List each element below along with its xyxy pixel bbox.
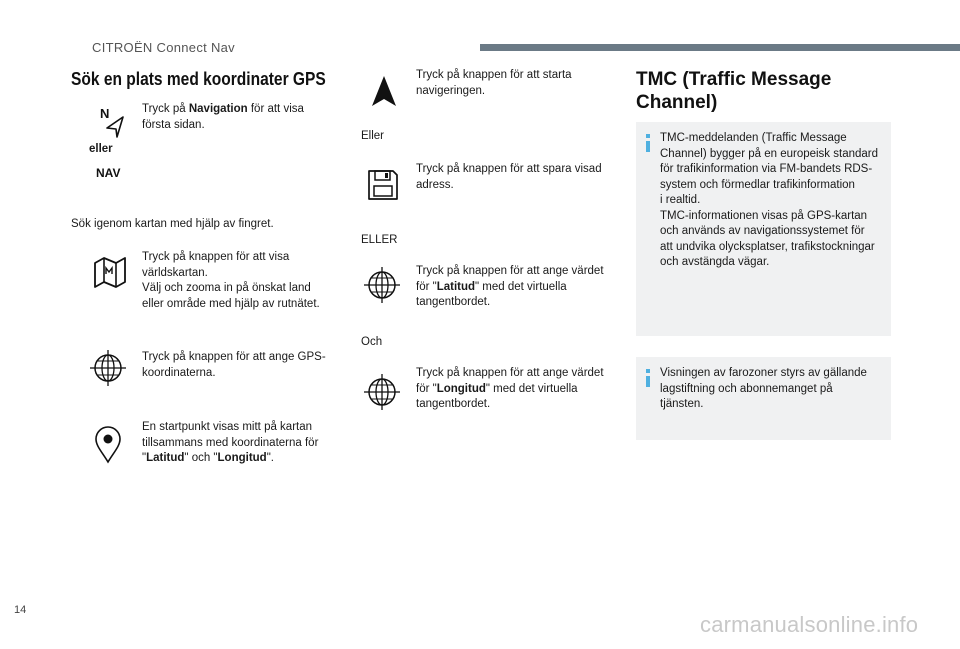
step-text: Tryck på knappen för att starta bbox=[416, 69, 572, 81]
start-navigation-icon bbox=[364, 72, 404, 112]
navigation-arrow-icon bbox=[104, 114, 126, 138]
info-icon-bar bbox=[646, 141, 650, 152]
step-text: En startpunkt visas mitt på kartan bbox=[142, 421, 313, 433]
step-navigation bbox=[142, 102, 342, 133]
step-gps-coordinates bbox=[142, 350, 352, 381]
step-start-navigation bbox=[416, 68, 626, 99]
or-label-upper: ELLER bbox=[361, 234, 398, 246]
section-heading-tmc bbox=[636, 68, 896, 114]
step-text: världskartan. bbox=[142, 266, 208, 279]
info-text-tmc bbox=[660, 131, 890, 271]
step-text: Välj och zooma in på önskat land bbox=[142, 282, 311, 294]
info-box-tmc bbox=[636, 122, 891, 336]
nav-north-glyph: N bbox=[100, 106, 110, 121]
info-line: och används av navigationssystemet för bbox=[660, 225, 865, 237]
step-text: Tryck på knappen för att ange värdet bbox=[416, 265, 604, 277]
info-line: att undvika olycksplatser, trafikstockningar bbox=[660, 240, 875, 253]
location-pin-icon bbox=[88, 424, 128, 464]
info-line: system och förmedlar trafikinformation bbox=[660, 178, 855, 191]
step-text: ". bbox=[266, 452, 274, 464]
info-line: lagstiftning och abonnemanget på bbox=[660, 382, 833, 395]
step-text: " och " bbox=[184, 452, 218, 464]
step-text: navigeringen. bbox=[416, 84, 486, 97]
info-icon bbox=[646, 134, 650, 138]
header-bar bbox=[480, 44, 960, 51]
nav-text-label: NAV bbox=[96, 166, 121, 180]
step-text: Tryck på bbox=[142, 103, 189, 115]
step-text: för att visa bbox=[247, 103, 304, 115]
info-icon-bar bbox=[646, 376, 650, 387]
save-address-icon bbox=[363, 165, 403, 205]
step-latitude bbox=[416, 264, 631, 311]
heading-line: Channel) bbox=[636, 92, 718, 113]
page-number: 14 bbox=[14, 604, 27, 616]
latitude-globe-icon bbox=[362, 265, 402, 305]
step-text: eller område med hjälp av rutnätet. bbox=[142, 297, 320, 310]
step-text: " med det virtuella bbox=[485, 382, 578, 395]
step-text: tangentbordet. bbox=[416, 398, 491, 410]
step-text: Tryck på knappen för att ange värdet bbox=[416, 367, 604, 379]
step-longitude bbox=[416, 366, 631, 413]
step-bold: Longitud bbox=[436, 382, 486, 395]
longitude-globe-icon bbox=[362, 372, 402, 412]
step-text: " bbox=[142, 452, 147, 464]
step-world-map bbox=[142, 250, 342, 312]
info-icon bbox=[646, 369, 650, 373]
search-map-text: Sök igenom kartan med hjälp av fingret. bbox=[71, 218, 274, 230]
or-label: eller bbox=[89, 143, 113, 155]
world-map-icon bbox=[90, 252, 130, 292]
step-text: tillsammans med koordinaterna för bbox=[142, 436, 319, 449]
info-line: i realtid. bbox=[660, 194, 701, 206]
step-text: Tryck på knappen för att ange GPS- bbox=[142, 351, 326, 363]
step-bold: Navigation bbox=[188, 103, 248, 115]
step-text: tangentbordet. bbox=[416, 296, 491, 308]
step-bold: Longitud bbox=[217, 452, 267, 464]
step-text: Tryck på knappen för att visa bbox=[142, 251, 290, 263]
step-text: första sidan. bbox=[142, 118, 205, 131]
info-line: tjänsten. bbox=[660, 398, 704, 410]
info-line: Visningen av farozoner styrs av gällande bbox=[660, 367, 867, 379]
step-text: adress. bbox=[416, 178, 454, 191]
step-text: " med det virtuella bbox=[475, 280, 567, 293]
info-line: TMC-meddelanden (Traffic Message bbox=[660, 132, 847, 144]
watermark: carmanualsonline.info bbox=[700, 612, 919, 637]
step-bold: Latitud bbox=[436, 280, 476, 293]
step-start-point bbox=[142, 420, 352, 467]
step-text: koordinaterna. bbox=[142, 366, 216, 379]
step-bold: Latitud bbox=[146, 452, 185, 464]
info-text-hazard bbox=[660, 366, 890, 413]
section-heading-gps: Sök en plats med koordinater GPS bbox=[71, 68, 326, 89]
header-title: CITROËN Connect Nav bbox=[92, 40, 235, 55]
step-text: för " bbox=[416, 382, 437, 395]
info-line: Channel) bygger på en europeisk standard bbox=[660, 147, 879, 160]
heading-line: TMC (Traffic Message bbox=[636, 69, 832, 90]
info-line: och avstängda vägar. bbox=[660, 256, 770, 268]
globe-grid-icon bbox=[88, 348, 128, 388]
step-text: för " bbox=[416, 280, 437, 293]
info-line: TMC-informationen visas på GPS-kartan bbox=[660, 209, 868, 222]
info-box-hazard bbox=[636, 357, 891, 440]
and-label: Och bbox=[361, 336, 383, 348]
step-save-address bbox=[416, 162, 626, 193]
or-label: Eller bbox=[361, 130, 385, 142]
info-line: för trafikinformation via FM-bandets RDS- bbox=[660, 163, 873, 175]
step-text: Tryck på knappen för att spara visad bbox=[416, 163, 602, 175]
